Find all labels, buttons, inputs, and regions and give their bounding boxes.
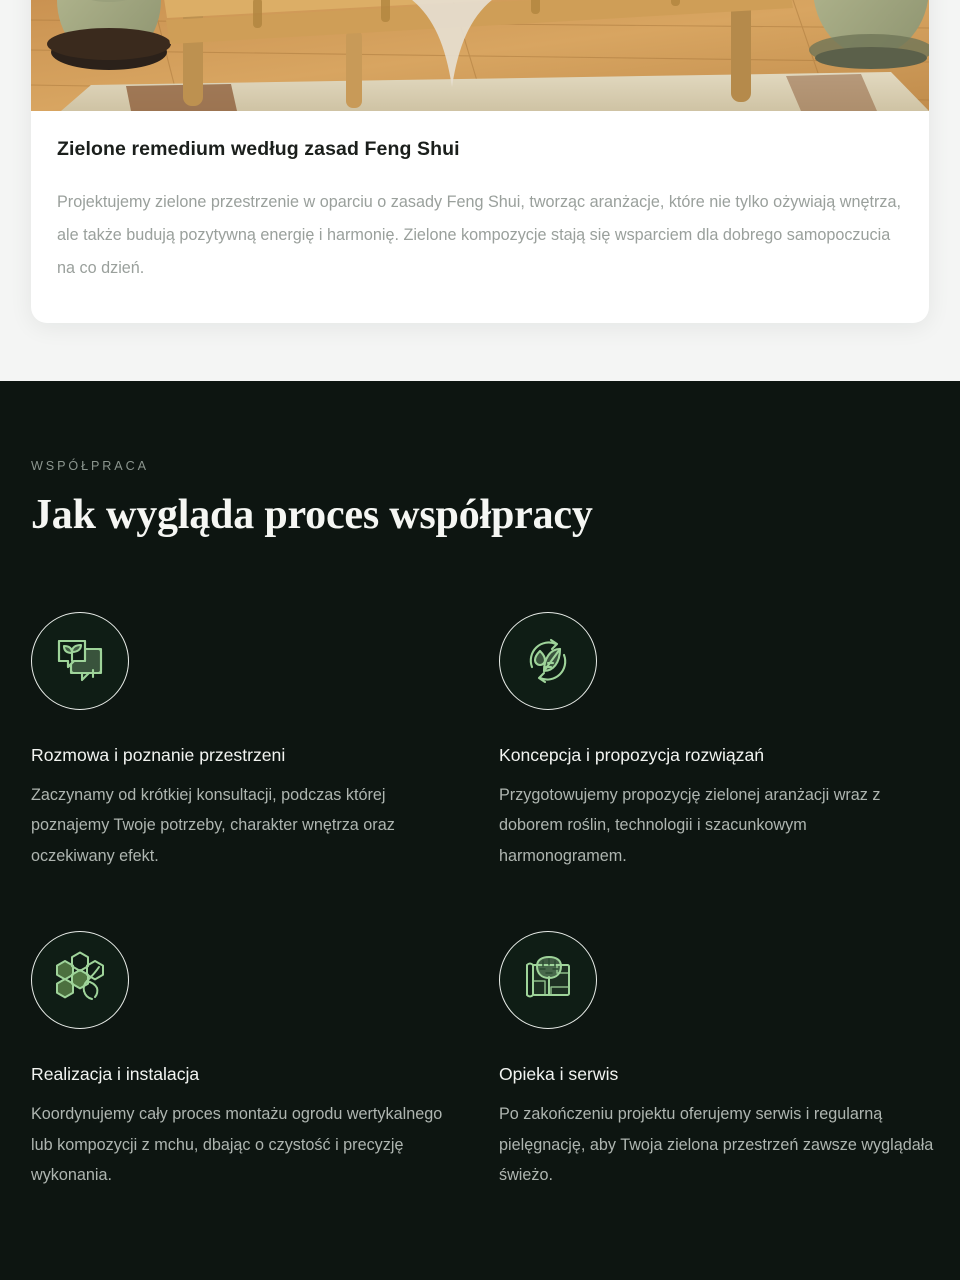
process-step-title: Koncepcja i propozycja rozwiązań — [499, 745, 765, 766]
process-step-text: Zaczynamy od krótkiej konsultacji, podczas której poznajemy Twoje potrzeby, charakter wnętrza oraz oczekiwany efekt. — [31, 785, 395, 865]
leaf-water-drop-cycle-icon — [499, 612, 597, 710]
feature-card-image — [31, 0, 929, 111]
process-step — [31, 612, 467, 871]
section-heading: Jak wygląda proces współpracy — [31, 492, 593, 538]
feature-card-text: Projektujemy zielone przestrzenie w oparciu o zasady Feng Shui, tworząc aranżacje, które nie tylko ożywiają wnętrza, ale także budują pozytywną energię i harmonię. Zielone kompozycje stają się wsparciem dla dobrego samopoczucia na co dzień. — [57, 193, 901, 278]
process-step-title: Rozmowa i poznanie przestrzeni — [31, 745, 286, 766]
chat-bubbles-plant-icon — [31, 612, 129, 710]
section-eyebrow: WSPÓŁPRACA — [31, 459, 149, 473]
moss-hexagon-panels-hand-icon — [31, 931, 129, 1029]
process-step-title: Opieka i serwis — [499, 1064, 619, 1085]
process-step-text: Po zakończeniu projektu oferujemy serwis i regularną pielęgnację, aby Twoja zielona przestrzeń zawsze wyglądała świeżo. — [499, 1105, 934, 1185]
process-step-title: Realizacja i instalacja — [31, 1064, 200, 1085]
feature-card — [31, 0, 929, 323]
feature-card-body — [31, 111, 929, 323]
monstera-leaf-blueprint-icon — [499, 931, 597, 1029]
process-step — [499, 931, 935, 1190]
process-step — [499, 612, 935, 871]
process-steps-grid — [31, 612, 934, 1191]
process-step-text: Koordynujemy cały proces montażu ogrodu wertykalnego lub kompozycji z mchu, dbając o czystość i precyzję wykonania. — [31, 1105, 443, 1185]
feature-card-title: Zielone remedium według zasad Feng Shui — [57, 138, 460, 160]
process-step — [31, 931, 467, 1190]
process-section — [0, 381, 960, 1280]
feature-card-section — [0, 0, 960, 381]
process-step-text: Przygotowujemy propozycję zielonej aranżacji wraz z doborem roślin, technologii i szacunkowym harmonogramem. — [499, 785, 881, 865]
